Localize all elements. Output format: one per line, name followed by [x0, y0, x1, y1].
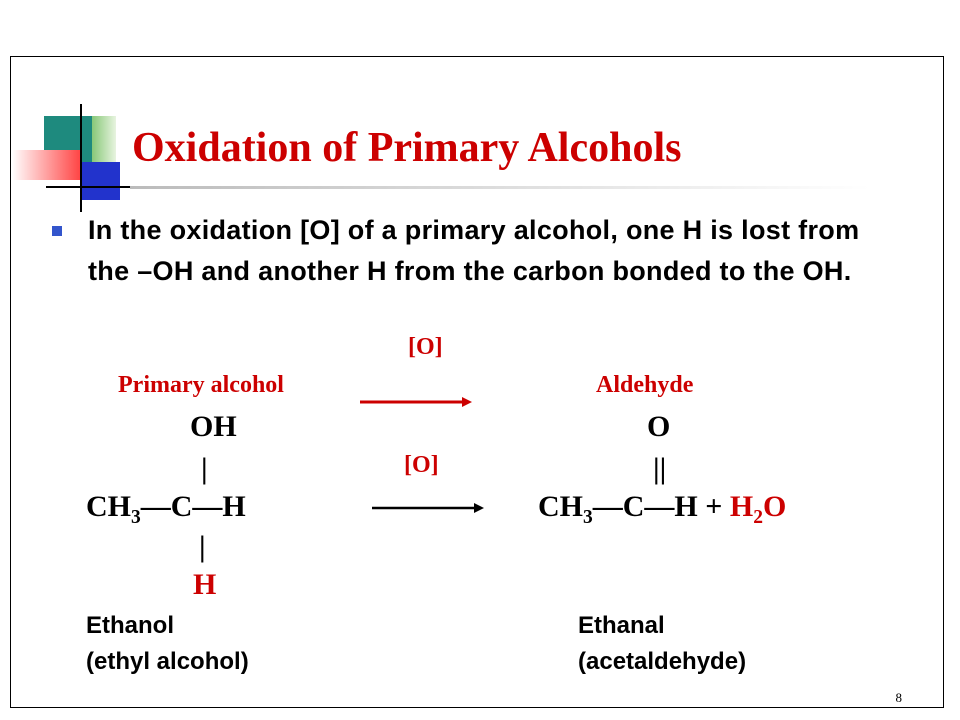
aldehyde-formula: $CH_3—C—H + H_2O$ — [538, 490, 787, 528]
aldehyde-label: Aldehyde — [596, 372, 694, 398]
title-underline — [130, 186, 870, 189]
water-formula: $H_2O$ — [729, 490, 787, 528]
left-compound-name: Ethanol — [86, 612, 174, 639]
logo-green-square — [92, 116, 116, 164]
logo-red-square — [12, 150, 82, 180]
logo-vertical-line — [80, 104, 82, 212]
left-common-name: (ethyl alcohol) — [86, 648, 249, 675]
bullet-marker — [52, 226, 62, 236]
right-common-name: (acetaldehyde) — [578, 648, 747, 675]
page-number: 8 — [895, 690, 902, 705]
logo-horizontal-line — [46, 186, 136, 188]
primary-alcohol-label: Primary alcohol — [118, 372, 284, 398]
top-reagent: [O] — [408, 334, 443, 360]
alcohol-formula: $CH_3—C—H$ — [86, 490, 246, 528]
logo-blue-square — [80, 162, 120, 200]
aldehyde-double-bond: || — [653, 452, 667, 485]
slide-title: Oxidation of Primary Alcohols — [132, 125, 682, 171]
right-compound-name: Ethanal — [578, 612, 665, 639]
alcohol-bond-top: | — [201, 452, 208, 485]
reaction-reagent: [O] — [404, 452, 439, 478]
alcohol-bond-bottom: | — [199, 530, 206, 563]
bullet-text: In the oxidation [O] of a primary alcohol, one H is lost from the –OH and another H from the carbon bonded to the OH. — [88, 215, 860, 286]
top-arrow — [358, 394, 474, 410]
alcohol-oh: OH — [190, 410, 237, 443]
aldehyde-o: O — [647, 410, 671, 443]
alcohol-h: H — [193, 568, 217, 601]
reaction-arrow — [370, 500, 486, 516]
